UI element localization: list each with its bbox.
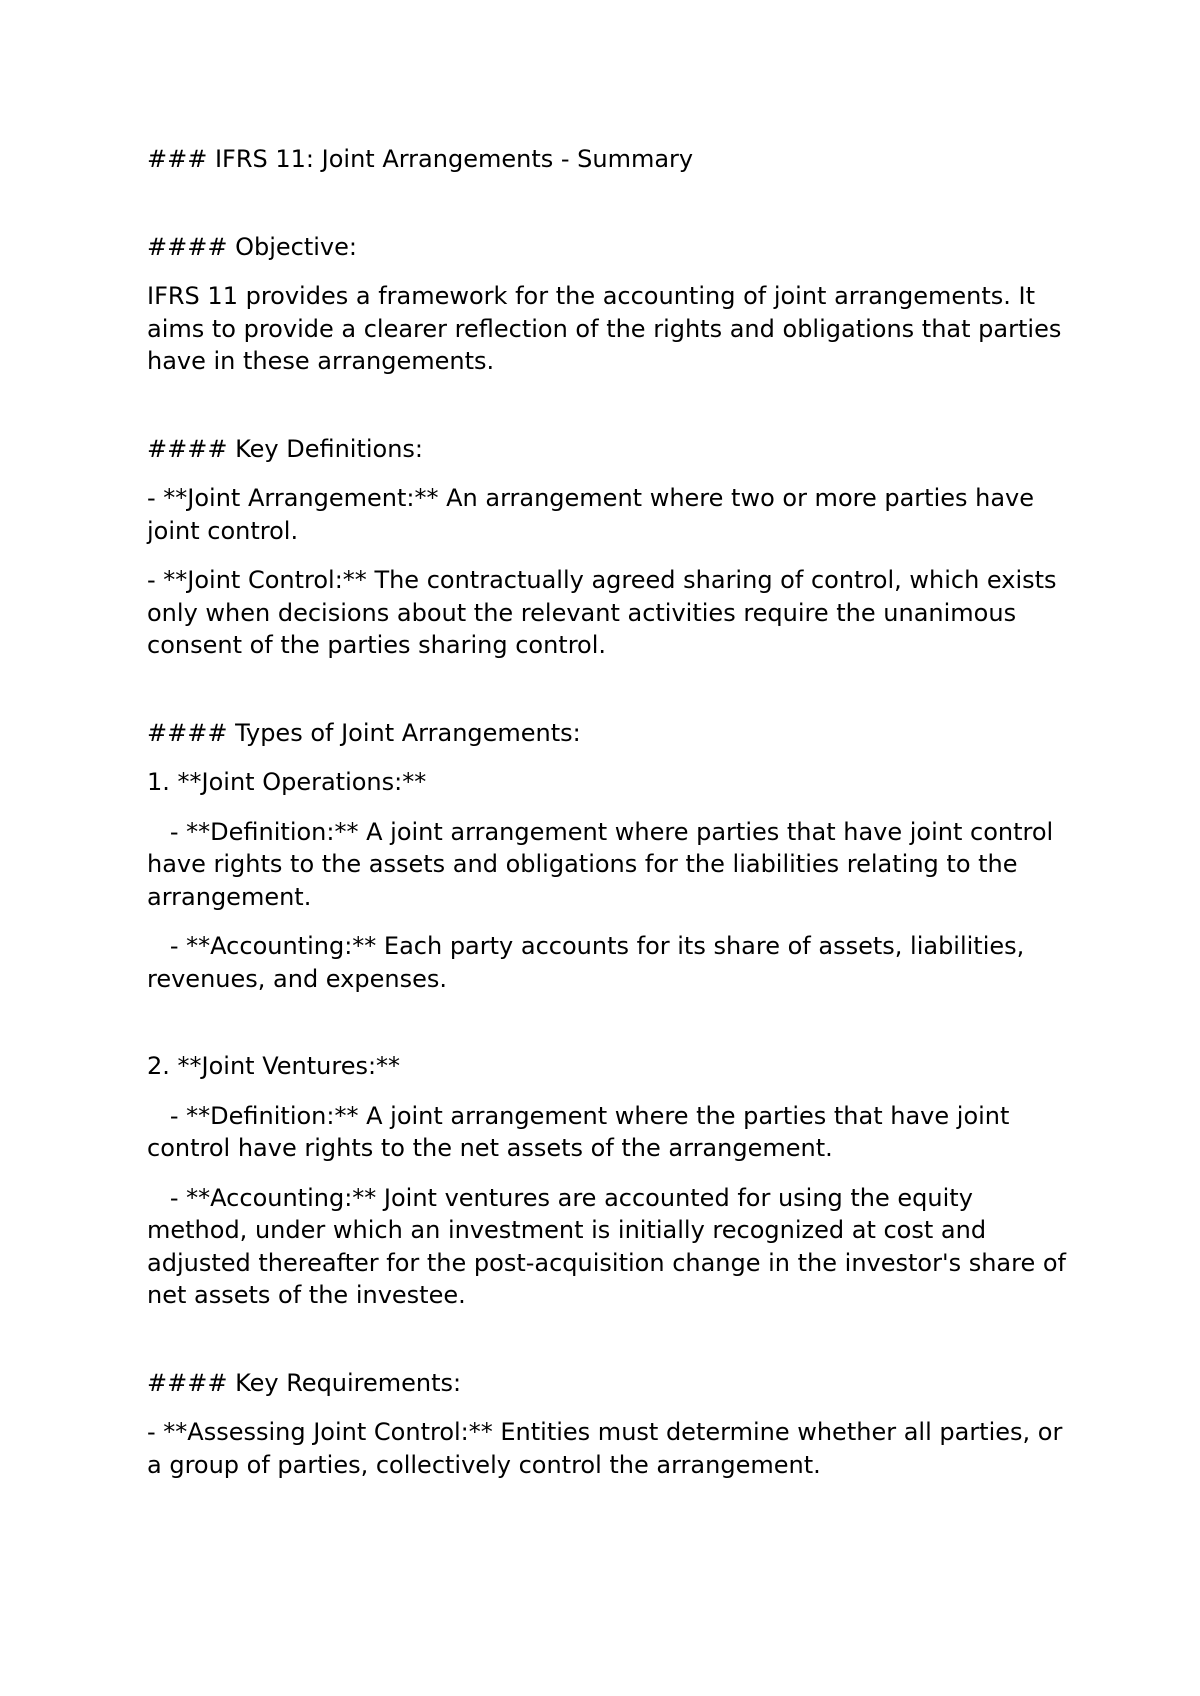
document-page <box>147 143 1074 1481</box>
joint-ventures-definition: - **Definition:** A joint arrangement where the parties that have joint control have rights to the net assets of the arrangement. <box>147 1101 1018 1162</box>
definition-joint-control: - **Joint Control:** The contractually agreed sharing of control, which exists only when decisions about the relevant activities require the unanimous consent of the parties sharing control. <box>147 566 1065 659</box>
definition-joint-arrangement: - **Joint Arrangement:** An arrangement where two or more parties have joint control. <box>147 484 1042 545</box>
requirements-heading: #### Key Requirements: <box>147 1368 462 1397</box>
joint-ventures-title: 2. **Joint Ventures:** <box>147 1052 401 1080</box>
requirement-assessing-joint-control: - **Assessing Joint Control:** Entities must determine whether all parties, or a group of parties, collectively control the arrangement. <box>147 1418 1070 1479</box>
joint-operations-definition: - **Definition:** A joint arrangement where parties that have joint control have rights to the assets and obligations for the liabilities relating to the arrangement. <box>147 817 1061 911</box>
definitions-heading: #### Key Definitions: <box>147 434 424 463</box>
joint-operations-title: 1. **Joint Operations:** <box>147 768 427 796</box>
joint-ventures-accounting: - **Accounting:** Joint ventures are accounted for using the equity method, under which an investment is initially recognized at cost and adjusted thereafter for the post-acquisition change in the investor's share of net assets of the investee. <box>147 1183 1074 1309</box>
joint-operations-accounting: - **Accounting:** Each party accounts for its share of assets, liabilities, revenues, and expenses. <box>147 932 1032 993</box>
objective-text: IFRS 11 provides a framework for the accounting of joint arrangements. It aims to provide a clearer reflection of the rights and obligations that parties have in these arrangements. <box>147 282 1069 375</box>
document-title: ### IFRS 11: Joint Arrangements - Summary <box>147 145 694 173</box>
types-heading: #### Types of Joint Arrangements: <box>147 718 581 747</box>
objective-heading: #### Objective: <box>147 232 357 261</box>
